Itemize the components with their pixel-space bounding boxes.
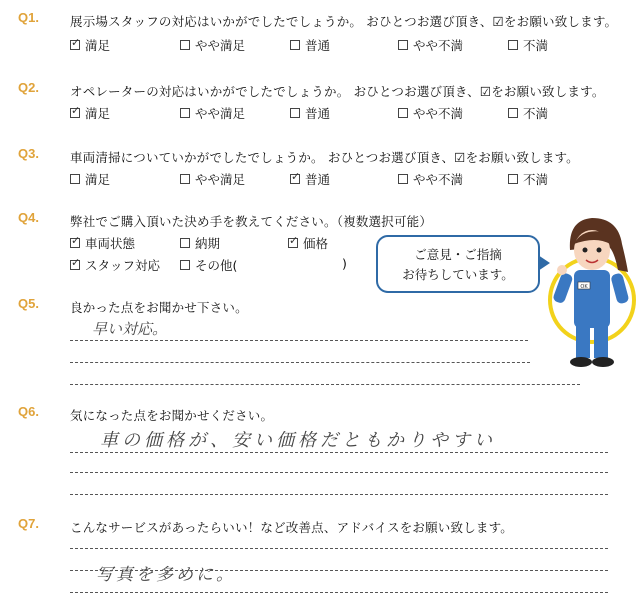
answer-line	[70, 494, 608, 496]
checkbox-icon[interactable]	[398, 174, 408, 184]
answer-line	[70, 452, 608, 454]
q4-option[interactable]: ✓ 価格	[288, 234, 328, 252]
q4-option-other[interactable]: その他(	[180, 256, 237, 274]
answer-line	[70, 548, 608, 550]
answer-line	[70, 592, 608, 594]
q7-answer[interactable]: 写真を多めに。	[96, 565, 236, 585]
bubble-line2: お待ちしています。	[402, 267, 514, 282]
q6-answer[interactable]: 車の価格が、安い価格だともかりやすい	[100, 430, 496, 451]
answer-line	[70, 472, 608, 474]
checkbox-checked-icon[interactable]	[70, 238, 80, 248]
bubble-line1: ご意見・ご指摘	[414, 247, 502, 262]
q5-text: 良かった点をお聞かせ下さい。	[70, 300, 248, 315]
q3-option[interactable]: ✓ 普通	[290, 170, 330, 188]
speech-bubble	[376, 235, 540, 293]
q3-text: 車両清掃についていかがでしたでしょうか。 おひとつお選び頂き、☑をお願い致します。	[70, 150, 579, 165]
q4-label: Q4.	[18, 210, 39, 225]
checkbox-icon[interactable]	[180, 40, 190, 50]
q1-label: Q1.	[18, 10, 39, 25]
checkbox-icon[interactable]	[508, 174, 518, 184]
answer-line	[70, 340, 528, 342]
checkbox-icon[interactable]	[508, 40, 518, 50]
checkbox-icon[interactable]	[398, 40, 408, 50]
q2-option[interactable]: やや満足	[180, 104, 245, 122]
checkbox-checked-icon[interactable]	[288, 238, 298, 248]
staff-mascot-icon	[548, 210, 636, 370]
q4-option[interactable]: ✓ スタッフ対応	[70, 256, 160, 274]
checkbox-icon[interactable]	[70, 174, 80, 184]
checkbox-icon[interactable]	[180, 238, 190, 248]
answer-line	[70, 570, 608, 572]
q4-option[interactable]: 納期	[180, 234, 220, 252]
q1-option[interactable]: 普通	[290, 36, 330, 54]
q7-label: Q7.	[18, 516, 39, 531]
q4-text: 弊社でご購入頂いた決め手を教えてください。（複数選択可能）	[70, 214, 433, 229]
q3-option[interactable]: 不満	[508, 170, 548, 188]
q6-text: 気になった点をお聞かせください。	[70, 408, 274, 423]
q1-option[interactable]: やや満足	[180, 36, 245, 54]
answer-line	[70, 384, 580, 386]
q2-option[interactable]: 普通	[290, 104, 330, 122]
checkbox-icon[interactable]	[508, 108, 518, 118]
q5-label: Q5.	[18, 296, 39, 311]
q1-text: 展示場スタッフの対応はいかがでしたでしょうか。 おひとつお選び頂き、☑をお願い致します。	[70, 14, 618, 29]
checkbox-checked-icon[interactable]	[70, 260, 80, 270]
checkbox-checked-icon[interactable]	[290, 174, 300, 184]
q3-option[interactable]: やや満足	[180, 170, 245, 188]
q5-answer[interactable]: 早い対応。	[92, 320, 168, 338]
q3-option[interactable]: やや不満	[398, 170, 463, 188]
mascot-badge: OK	[580, 284, 588, 290]
q1-option[interactable]: 不満	[508, 36, 548, 54]
q2-text: オペレーターの対応はいかがでしたでしょうか。 おひとつお選び頂き、☑をお願い致します。	[70, 84, 605, 99]
q2-option[interactable]: ✓ 満足	[70, 104, 110, 122]
q7-text: こんなサービスがあったらいい！など改善点、アドバイスをお願い致します。	[70, 520, 514, 535]
checkbox-icon[interactable]	[290, 108, 300, 118]
checkbox-icon[interactable]	[180, 108, 190, 118]
q1-option[interactable]: やや不満	[398, 36, 463, 54]
checkbox-icon[interactable]	[290, 40, 300, 50]
q3-option[interactable]: 満足	[70, 170, 110, 188]
checkbox-checked-icon[interactable]	[70, 40, 80, 50]
q2-option[interactable]: やや不満	[398, 104, 463, 122]
q4-option[interactable]: ✓ 車両状態	[70, 234, 135, 252]
checkbox-checked-icon[interactable]	[70, 108, 80, 118]
q2-option[interactable]: 不満	[508, 104, 548, 122]
q2-label: Q2.	[18, 80, 39, 95]
q1-option[interactable]: ✓ 満足	[70, 36, 110, 54]
checkbox-icon[interactable]	[180, 174, 190, 184]
checkbox-icon[interactable]	[180, 260, 190, 270]
q3-label: Q3.	[18, 146, 39, 161]
q6-label: Q6.	[18, 404, 39, 419]
checkbox-icon[interactable]	[398, 108, 408, 118]
q4-other-close-paren: )	[342, 256, 347, 271]
answer-line	[70, 362, 530, 364]
